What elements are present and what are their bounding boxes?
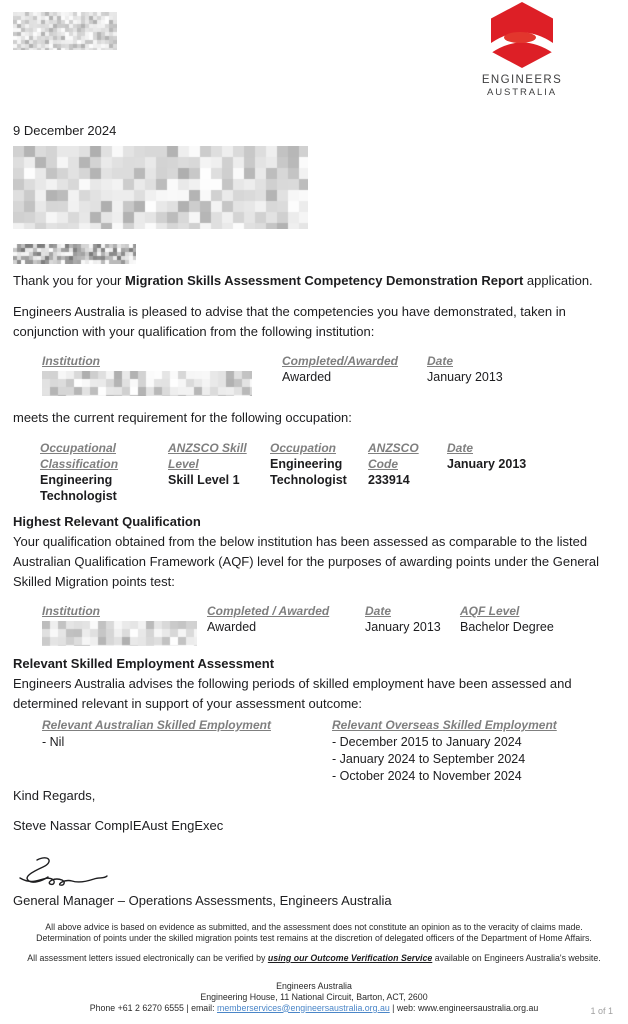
occ-occupation-cell: [270, 440, 368, 504]
qual2-header-date: Date: [365, 604, 392, 618]
occ-skill-level-value: Skill Level 1: [168, 473, 240, 487]
signatory-name: Steve Nassar CompIEAust EngExec: [13, 818, 224, 833]
qual2-header-institution: Institution: [42, 604, 100, 618]
signature: [15, 854, 111, 890]
redacted-address-block: [13, 146, 308, 229]
engineers-australia-hexagon-icon: [491, 2, 553, 68]
occ-date-value: January 2013: [447, 457, 527, 471]
footer-contact-block: [0, 981, 628, 1014]
occupation-table: [13, 440, 615, 504]
signatory-title: General Manager – Operations Assessments, Engineers Australia: [13, 893, 392, 908]
footer-org-address: Engineering House, 11 National Circuit, Barton, ACT, 2600: [200, 991, 428, 1002]
redacted-institution-1: [42, 371, 252, 396]
australian-employment-list: [42, 734, 332, 751]
qual1-institution-cell: [42, 353, 282, 396]
occ-header-occupation: Occupation: [270, 441, 337, 455]
occ-header-skill-level: ANZSCO Skill Level: [168, 441, 247, 471]
overseas-employment-column: [332, 717, 557, 785]
outcome-verification-service-link[interactable]: using our Outcome Verification Service: [267, 953, 433, 963]
qual2-institution-cell: [42, 603, 207, 646]
footer-web-url: www.engineersaustralia.org.au: [417, 1002, 539, 1013]
footer-org-name: Engineers Australia: [276, 980, 352, 991]
qual2-date-cell: [365, 603, 460, 646]
redacted-salutation: [13, 244, 136, 264]
australian-employment-column: [42, 717, 332, 785]
closing-regards: Kind Regards,: [13, 788, 96, 803]
footer-phone: Phone +61 2 6270 6555 | email:: [89, 1002, 217, 1013]
qual1-date-value: January 2013: [427, 370, 503, 384]
intro-post: application.: [523, 273, 593, 288]
engineers-australia-logo: [479, 2, 565, 98]
occ-skill-level-cell: [168, 440, 270, 504]
employment-paragraph: Engineers Australia advises the following periods of skilled employment have been assessed and determined relevant in support of your assessment outcome:: [13, 676, 572, 711]
footer-web-label: | web:: [389, 1002, 418, 1013]
overseas-employment-list: [332, 734, 557, 785]
qualification-table-2: [13, 603, 615, 646]
intro-report-name: Migration Skills Assessment Competency Demonstration Report: [125, 273, 524, 288]
occ-anzsco-code-value: 233914: [368, 473, 410, 487]
occ-classification-value: Engineering Technologist: [40, 473, 117, 503]
qual2-header-completed: Completed / Awarded: [207, 604, 330, 618]
occ-header-classification: Occupational Classification: [40, 441, 119, 471]
logo-text-australia: AUSTRALIA: [487, 87, 557, 98]
highest-qualification-heading: Highest Relevant Qualification: [13, 514, 201, 529]
qual2-completed-cell: [207, 603, 365, 646]
logo-text-engineers: ENGINEERS: [481, 74, 563, 86]
australian-employment-header: Relevant Australian Skilled Employment: [42, 718, 271, 732]
qual2-aqf-cell: [460, 603, 554, 646]
footer-disclaimer-1: All above advice is based on evidence as submitted, and the assessment does not constitute an opinion as to the veracity of claims made. Determination of points under the skilled migration points test remains at the discretion of delegated officers of the Department of Home Affairs.: [36, 922, 592, 943]
employment-heading: Relevant Skilled Employment Assessment: [13, 656, 275, 671]
advise-paragraph: Engineers Australia is pleased to advise that the competencies you have demonstrated, taken in conjunction with your qualification from the following institution:: [13, 304, 566, 339]
qual1-date-cell: [427, 353, 503, 396]
letter-date: 9 December 2024: [13, 123, 117, 138]
qual1-completed-cell: [282, 353, 427, 396]
intro-paragraph: [13, 271, 615, 291]
occ-header-anzsco-code: ANZSCO Code: [368, 441, 419, 471]
employment-item: - Nil: [42, 735, 65, 749]
qual2-header-aqf-level: AQF Level: [460, 604, 520, 618]
qual1-header-completed: Completed/Awarded: [282, 354, 399, 368]
disclaimer2-post: available on Engineers Australia's website.: [432, 953, 601, 963]
qual2-completed-value: Awarded: [207, 620, 257, 634]
intro-pre: Thank you for your: [13, 273, 125, 288]
employment-item: - December 2015 to January 2024: [332, 735, 522, 749]
occ-anzsco-code-cell: [368, 440, 447, 504]
employment-columns: [13, 717, 615, 785]
overseas-employment-header: Relevant Overseas Skilled Employment: [332, 718, 557, 732]
footer-contact-line: [0, 1003, 628, 1014]
redacted-reference-block: [13, 12, 117, 50]
occ-header-date: Date: [447, 441, 474, 455]
occ-date-cell: [447, 440, 526, 504]
qualification-table-1: [13, 353, 615, 396]
qual1-header-date: Date: [427, 354, 454, 368]
employment-item: - January 2024 to September 2024: [332, 752, 526, 766]
qual2-aqf-value: Bachelor Degree: [460, 620, 554, 634]
qual2-date-value: January 2013: [365, 620, 441, 634]
redacted-institution-2: [42, 621, 197, 646]
meets-paragraph: meets the current requirement for the following occupation:: [13, 410, 352, 425]
highest-qualification-paragraph: Your qualification obtained from the below institution has been assessed as comparable to the listed Australian Qualification Framework (AQF) level for the purposes of awarding points under the General Skilled Migration points test:: [13, 534, 600, 589]
footer-disclaimer-2: [0, 953, 628, 964]
occ-occupation-value: Engineering Technologist: [270, 457, 347, 487]
page-number: 1 of 1: [590, 1006, 613, 1016]
qual1-completed-value: Awarded: [282, 370, 332, 384]
letter-header: [13, 0, 615, 100]
footer-email-link[interactable]: memberservices@engineersaustralia.org.au: [217, 1002, 390, 1013]
occ-classification-cell: [40, 440, 168, 504]
employment-item: - October 2024 to November 2024: [332, 769, 522, 783]
letter-footer: [0, 922, 628, 1014]
qual1-header-institution: Institution: [42, 354, 100, 368]
disclaimer2-pre: All assessment letters issued electronically can be verified by: [27, 953, 268, 963]
